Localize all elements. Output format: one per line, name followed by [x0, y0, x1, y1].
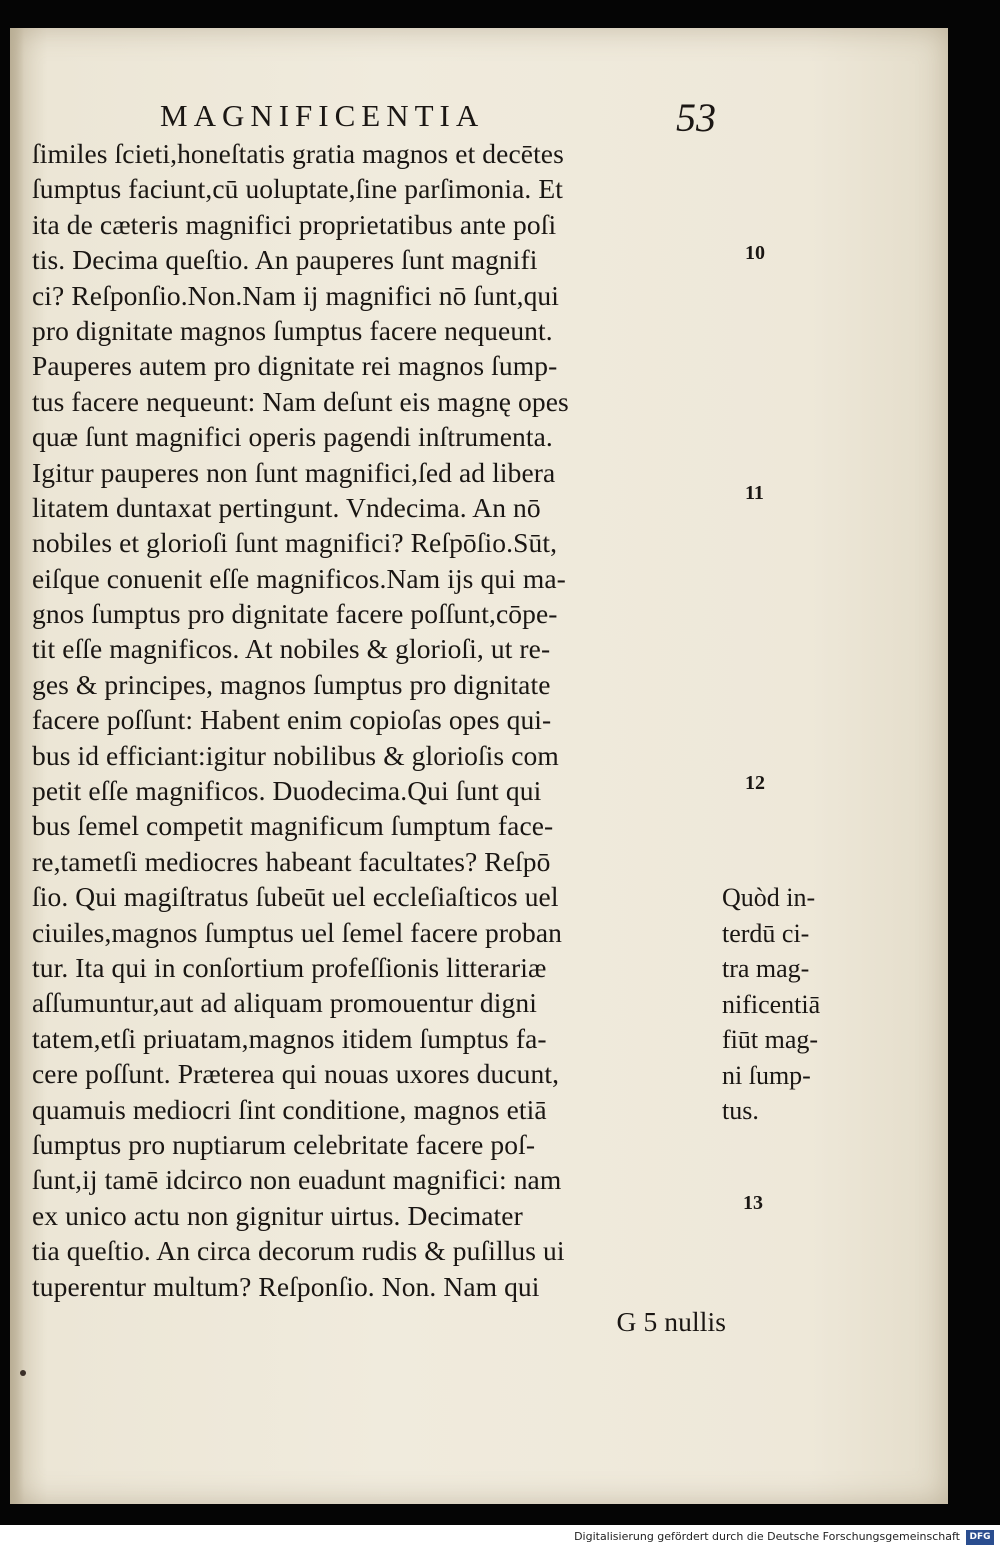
text-line: Igitur pauperes non ſunt magnifici,ſed ad libera: [32, 456, 556, 488]
text-line: bus ſemel competit magnificum ſumptum face-: [32, 810, 554, 842]
text-line: bus id efficiant:igitur nobilibus & glorioſis com: [32, 739, 559, 771]
margin-question-number: 10: [745, 242, 765, 264]
note-line: tra mag-: [722, 954, 810, 983]
note-line: terdū ci-: [722, 918, 810, 948]
text-line: ſunt,ij tamē idcirco non euadunt magnifici: nam: [32, 1164, 562, 1196]
note-line: ni ſump-: [722, 1060, 811, 1090]
text-line: tatem,etſi priuatam,magnos itidem ſumptus fa-: [32, 1022, 547, 1054]
ink-spot: [20, 1370, 26, 1376]
text-line: re,tametſi mediocres habeant facultates? Reſpō: [32, 845, 551, 877]
text-line: aſſumuntur,aut ad aliquam promouentur digni: [32, 987, 537, 1019]
margin-question-number: 12: [745, 772, 765, 794]
text-line: nobiles et glorioſi ſunt magnifici? Reſpōſio.Sūt,: [32, 527, 558, 559]
text-line: tuperentur multum? Reſponſio. Non. Nam qui: [32, 1270, 540, 1302]
text-line: tia queſtio. An circa decorum rudis & puſillus ui: [32, 1235, 565, 1267]
text-line: ſumptus pro nuptiarum celebritate facere poſ-: [32, 1128, 536, 1160]
page-gutter-shadow: [10, 28, 24, 1504]
running-head: MAGNIFICENTIA: [160, 98, 485, 133]
text-line: ciuiles,magnos ſumptus uel ſemel facere proban: [32, 916, 562, 948]
note-line: tus.: [722, 1096, 759, 1125]
text-line: facere poſſunt: Habent enim copioſas opes qui-: [32, 704, 552, 736]
note-line: fiūt mag-: [722, 1025, 819, 1054]
margin-question-number: 13: [743, 1192, 763, 1214]
note-line: Quòd in-: [722, 883, 816, 912]
text-line: gnos ſumptus pro dignitate facere poſſunt,cōpe-: [32, 598, 558, 630]
text-line: tis. Decima queſtio. An pauperes ſunt magnifi: [32, 244, 538, 276]
text-line: eiſque conuenit eſſe magnificos.Nam ijs qui ma-: [32, 562, 566, 594]
main-text-block: [32, 136, 732, 1339]
book-page: [10, 28, 948, 1504]
text-line: ita de cæteris magnifici proprietatibus ante poſi: [32, 208, 557, 240]
text-line: quæ ſunt magnifici operis pagendi inſtrumenta.: [32, 421, 553, 453]
text-line: Pauperes autem pro dignitate rei magnos ſump-: [32, 350, 558, 382]
text-line: tus facere nequeunt: Nam deſunt eis magnę opes: [32, 385, 569, 417]
note-line: nificentiā: [722, 989, 821, 1019]
text-line: ſio. Qui magiſtratus ſubeūt uel eccleſiaſticos uel: [32, 881, 559, 913]
text-line: ſumptus faciunt,cū uoluptate,ſine parſimonia. Et: [32, 173, 563, 205]
text-line: ſimiles ſcieti,honeſtatis gratia magnos et decētes: [32, 138, 564, 169]
text-line: tur. Ita qui in conſortium profeſſionis litterariæ: [32, 951, 547, 983]
text-line: ex unico actu non gignitur uirtus. Decimater: [32, 1199, 523, 1231]
margin-question-number: 11: [745, 482, 764, 504]
text-line: quamuis mediocri ſint conditione, magnos etiā: [32, 1093, 547, 1125]
text-line: pro dignitate magnos ſumptus facere nequeunt.: [32, 314, 553, 346]
text-line: petit eſſe magnificos. Duodecima.Qui ſunt qui: [32, 775, 542, 807]
text-line: cere poſſunt. Præterea qui nouas uxores ducunt,: [32, 1058, 560, 1090]
page-number: 53: [676, 95, 716, 140]
text-line: litatem duntaxat pertingunt. Vndecima. An nō: [32, 491, 541, 523]
dfg-logo: DFG: [966, 1530, 994, 1545]
text-line: ges & principes, magnos ſumptus pro dignitate: [32, 668, 551, 700]
marginal-note: [722, 880, 882, 1129]
digitization-credit: Digitalisierung gefördert durch die Deutsche Forschungsgemeinschaft: [574, 1530, 960, 1543]
text-line: ci? Reſponſio.Non.Nam ij magnifici nō ſunt,qui: [32, 279, 560, 311]
text-line: tit eſſe magnificos. At nobiles & glorioſi, ut re-: [32, 633, 551, 665]
signature-line: G 5 nullis: [616, 1305, 726, 1337]
